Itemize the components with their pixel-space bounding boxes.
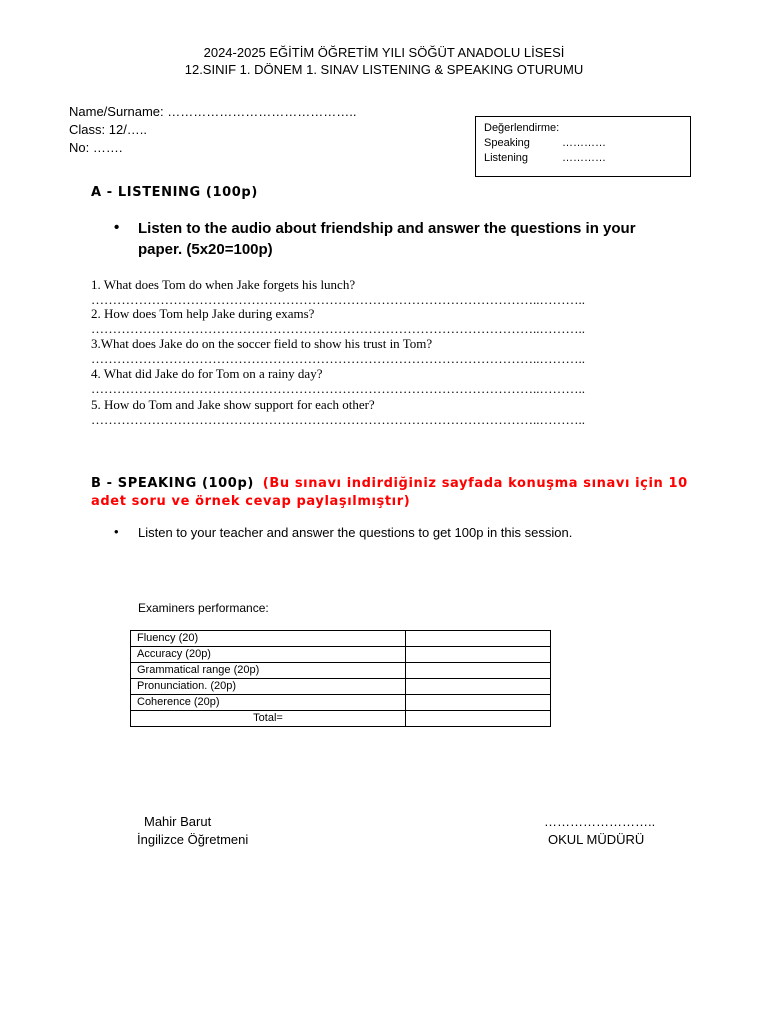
score-cell[interactable]	[406, 631, 551, 647]
table-row	[131, 695, 551, 711]
question-4	[91, 366, 591, 396]
criterion-label: Accuracy (20p)	[131, 647, 406, 663]
exam-header	[0, 44, 768, 78]
table-row	[131, 647, 551, 663]
answer-line[interactable]: …………………………………………………………………………………………..………..	[91, 321, 585, 336]
criterion-label: Grammatical range (20p)	[131, 663, 406, 679]
score-cell[interactable]	[406, 663, 551, 679]
question-3	[91, 336, 591, 366]
examiner-title: Examiners performance:	[138, 601, 269, 615]
speaking-instruction: Listen to your teacher and answer the questions to get 100p in this session.	[138, 525, 573, 540]
listening-label: Listening	[484, 152, 529, 164]
grading-title: Değerlendirme:	[484, 122, 560, 134]
table-row-total	[131, 711, 551, 727]
speaking-section-heading	[91, 474, 691, 510]
grading-speaking-row	[484, 136, 682, 151]
score-cell[interactable]	[406, 695, 551, 711]
criterion-label: Pronunciation. (20p)	[131, 679, 406, 695]
criterion-label: Coherence (20p)	[131, 695, 406, 711]
total-score-cell[interactable]	[406, 711, 551, 727]
speaking-section-note: (Bu sınavı indirdiğiniz sayfada konuşma sınavı için 10 adet soru ve örnek cevap paylaşılmıştır)	[91, 476, 688, 509]
answer-line[interactable]: …………………………………………………………………………………………..………..	[91, 412, 585, 427]
speaking-section-title: B - SPEAKING (100p)	[91, 476, 254, 491]
principal-signature-line: ……………………..	[544, 814, 656, 829]
total-label: Total=	[131, 711, 406, 727]
question-text: 2. How does Tom help Jake during exams?	[91, 306, 315, 321]
criterion-label: Fluency (20)	[131, 631, 406, 647]
teacher-title: İngilizce Öğretmeni	[137, 832, 249, 847]
grading-listening-row	[484, 151, 682, 166]
table-row	[131, 631, 551, 647]
listening-score: …………	[562, 152, 606, 164]
bullet-icon: •	[114, 524, 119, 539]
speaking-score: …………	[562, 137, 606, 149]
listening-instruction: Listen to the audio about friendship and answer the questions in your paper. (5x20=100p)	[138, 220, 636, 258]
answer-line[interactable]: …………………………………………………………………………………………..………..	[91, 381, 585, 396]
grading-box	[475, 116, 691, 177]
speaking-label: Speaking	[484, 137, 530, 149]
question-text: 4. What did Jake do for Tom on a rainy day?	[91, 366, 323, 381]
listening-section-title: A - LISTENING (100p)	[91, 185, 258, 200]
question-5	[91, 397, 591, 427]
bullet-icon: •	[114, 219, 120, 236]
score-cell[interactable]	[406, 647, 551, 663]
table-row	[131, 663, 551, 679]
question-text: 1. What does Tom do when Jake forgets his lunch?	[91, 277, 356, 292]
student-info	[69, 103, 357, 157]
score-cell[interactable]	[406, 679, 551, 695]
table-row	[131, 679, 551, 695]
answer-line[interactable]: …………………………………………………………………………………………..………..	[91, 292, 585, 307]
class-field[interactable]: Class: 12/…..	[69, 122, 148, 137]
question-2	[91, 306, 591, 336]
principal-title: OKUL MÜDÜRÜ	[548, 832, 645, 847]
name-surname-field[interactable]: Name/Surname: ……………………………………..	[69, 104, 357, 119]
question-text: 5. How do Tom and Jake show support for each other?	[91, 397, 375, 412]
teacher-name: Mahir Barut	[144, 814, 212, 829]
question-text: 3.What does Jake do on the soccer field to show his trust in Tom?	[91, 336, 433, 351]
answer-line[interactable]: …………………………………………………………………………………………..………..	[91, 351, 585, 366]
examiner-performance-table	[130, 630, 551, 727]
header-line-2: 12.SINIF 1. DÖNEM 1. SINAV LISTENING & SPEAKING OTURUMU	[184, 62, 584, 77]
number-field[interactable]: No: …….	[69, 140, 123, 155]
question-1	[91, 277, 591, 307]
header-line-1: 2024-2025 EĞİTİM ÖĞRETİM YILI SÖĞÜT ANADOLU LİSESİ	[203, 45, 565, 60]
